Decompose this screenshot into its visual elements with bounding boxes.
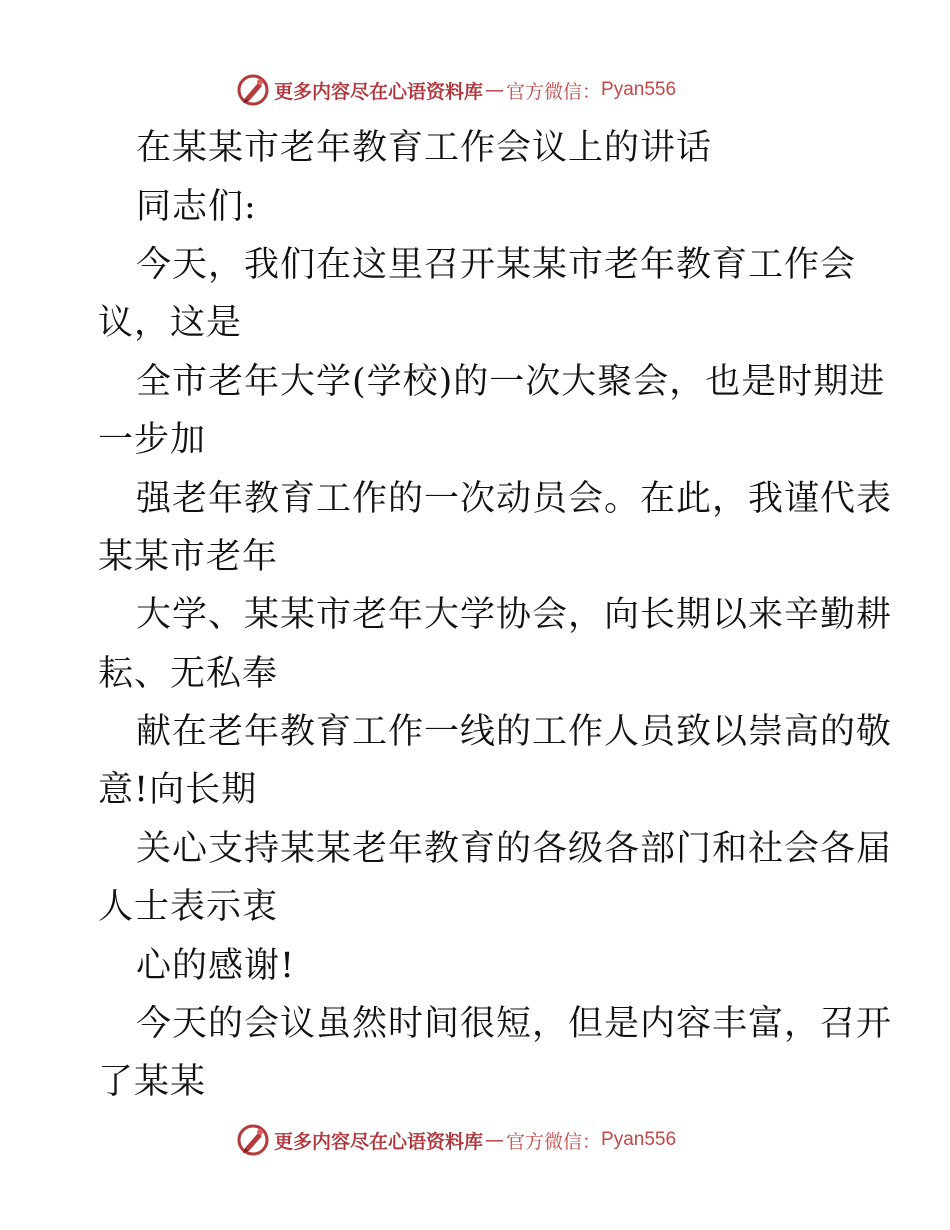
body-line: 某某市老年 — [98, 537, 279, 577]
watermark-wechat-label: 官方微信： — [506, 80, 602, 103]
body-line: 议，这是 — [98, 303, 243, 343]
watermark-brand: 更多内容尽在心语资料库 — [274, 1130, 484, 1153]
body-line: 意!向长期 — [98, 770, 258, 810]
body-line: 大学、某某市老年大学协会，向长期以来辛勤耕 — [136, 595, 893, 635]
watermark-separator: — — [485, 1129, 505, 1151]
header-watermark — [236, 73, 676, 107]
body-line: 耘、无私奉 — [98, 654, 279, 694]
body-line: 心的感谢! — [136, 946, 296, 986]
body-line: 一步加 — [98, 420, 207, 460]
body-line: 献在老年教育工作一线的工作人员致以崇高的敬 — [136, 712, 893, 752]
body-line: 今天，我们在这里召开某某市老年教育工作会 — [136, 245, 857, 285]
document-title: 在某某市老年教育工作会议上的讲话 — [136, 128, 713, 168]
watermark-separator: — — [485, 79, 505, 101]
body-line: 全市老年大学(学校)的一次大聚会，也是时期进 — [136, 362, 886, 402]
watermark-wechat-id: Pyan556 — [601, 1129, 677, 1150]
watermark-wechat-label: 官方微信： — [506, 1130, 602, 1153]
watermark-wechat-id: Pyan556 — [601, 79, 677, 100]
body-line: 关心支持某某老年教育的各级各部门和社会各届 — [136, 829, 893, 869]
body-line: 今天的会议虽然时间很短，但是内容丰富，召开 — [136, 1004, 893, 1044]
watermark-brand: 更多内容尽在心语资料库 — [274, 80, 484, 103]
body-line: 人士表示衷 — [98, 887, 279, 927]
body-line: 了某某 — [98, 1062, 207, 1102]
body-line: 强老年教育工作的一次动员会。在此，我谨代表 — [136, 479, 893, 519]
footer-watermark — [236, 1123, 676, 1157]
pen-circle-icon — [236, 1123, 270, 1157]
pen-circle-icon — [236, 73, 270, 107]
salutation: 同志们: — [136, 187, 257, 227]
